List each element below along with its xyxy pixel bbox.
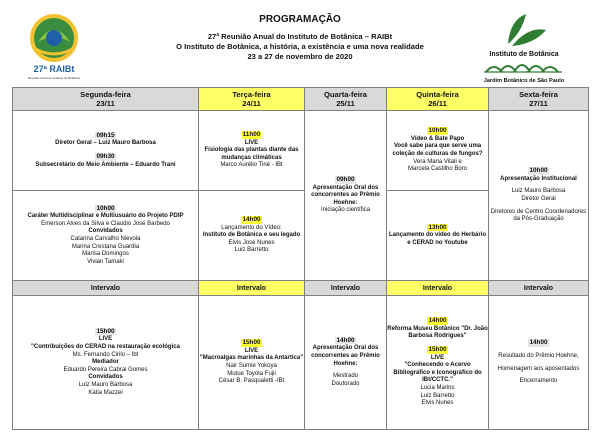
- day-header-monday: Segunda-feira 23/11: [13, 88, 199, 111]
- intervalo-friday: Intervalo: [489, 281, 589, 296]
- schedule-table: [12, 87, 589, 430]
- day-header-thursday: Quinta-feira 26/11: [387, 88, 489, 111]
- wednesday-oral-afternoon-cell: 14h00 Apresentação Oral dos concorrentes ao Prêmio Hoehne: Mestrado Doutorado: [305, 296, 387, 430]
- raibt-logo-icon: [18, 8, 90, 80]
- friday-closing-cell: 14h00 Resultado do Prêmio Hoehne, Homenagem aos aposentados Encerramento: [489, 296, 589, 430]
- svg-text:27ª RAIBt: 27ª RAIBt: [33, 64, 75, 74]
- instituto-logo: [470, 6, 578, 86]
- intervalo-monday: Intervalo: [13, 281, 199, 296]
- page-title: PROGRAMAÇÃO: [259, 14, 341, 25]
- event-theme: O Instituto de Botânica, a história, a existência e uma nova realidade: [176, 42, 424, 51]
- tuesday-video-launch-cell: 14h00 Lançamento do Vídeo: Instituto de Botânica e seu legado Elvis José Nunes Luiz Barretto: [199, 191, 305, 281]
- event-name: 27ª Reunião Anual do Instituto de Botânica – RAIBt: [207, 32, 393, 41]
- friday-institutional-cell: 10h00 Apresentação Institucional Luiz Mauro Barbosa Diretor Geral Diretores de Centro Coordenadores da Pós-Graduação: [489, 111, 589, 281]
- monday-opening-cell: 09h15 Diretor Geral – Luiz Mauro Barbosa 09h30 Subsecretário do Meio Ambiente – Eduardo Trani: [13, 111, 199, 191]
- thursday-museu-acervo-cell: 14h00 Reforma Museu Botânico "Dr. João Barbosa Rodrigues" 15h00 LIVE "Conhecendo o Acervo Bibliográfico e Iconográfico do IBt/CCTC." Lucia Marins Luiz Barretto Elvis Nunes: [387, 296, 489, 430]
- raibt-logo: [18, 8, 90, 80]
- wednesday-oral-cell: 09h00 Apresentação Oral dos concorrentes ao Prêmio Hoehne: Iniciação científica: [305, 111, 387, 281]
- tuesday-macroalgas-cell: 15h00 LIVE "Macroalgas marinhas da Antártica" Nair Sumie Yokoya Mutue Toyota Fujii César B. Pasqualetti -IBt: [199, 296, 305, 430]
- thursday-herbario-cell: 13h00 Lançamento do vídeo do Herbário e CERAD no Youtube: [387, 191, 489, 281]
- svg-text:Instituto de Botânica: Instituto de Botânica: [489, 51, 559, 58]
- event-dates: 23 a 27 de novembro de 2020: [247, 52, 353, 61]
- monday-pdip-cell: 10h00 Caráter Multidisciplinar e Multiusuário do Projeto PDIP Emerson Alves da Silva e Claudio José Barbedo Convidados Catarina Carvalho Nievola Marina Crestana Guardia Marisa Domingos Vivian Tamaki: [13, 191, 199, 281]
- day-header-friday: Sexta-feira 27/11: [489, 88, 589, 111]
- svg-text:Reunião Anual do Instituto de: Reunião Anual do Instituto de Botânica: [28, 76, 80, 80]
- page-header: [0, 0, 600, 86]
- intervalo-tuesday: Intervalo: [199, 281, 305, 296]
- intervalo-row: [13, 281, 589, 296]
- thursday-video-cell: 10h00 Vídeo & Bate Papo Você sabe para que serve uma coleção de culturas de fungos? Vera Maria Vitali e Marcela Castilho Boro: [387, 111, 489, 191]
- tuesday-live-cell: 11h00 LIVE Fisiologia das plantas diante das mudanças climáticas Marco Aurélio Tiné - IBt: [199, 111, 305, 191]
- intervalo-wednesday: Intervalo: [305, 281, 387, 296]
- leaf-logo-icon: [470, 6, 578, 86]
- monday-cerad-live-cell: 15h00 LIVE "Contribuições do CERAD na restauração ecológica Ms. Fernando Cirilo – Ibt Mediador Eduardo Pereira Cabral Gomes Convidados Luiz Mauro Barbosa Kátia Mazzei: [13, 296, 199, 430]
- day-header-wednesday: Quarta-feira 25/11: [305, 88, 387, 111]
- day-header-tuesday: Terça-feira 24/11: [199, 88, 305, 111]
- svg-text:Jardim Botânico de São Paulo: Jardim Botânico de São Paulo: [483, 78, 565, 84]
- day-header-row: [13, 88, 589, 111]
- intervalo-thursday: Intervalo: [387, 281, 489, 296]
